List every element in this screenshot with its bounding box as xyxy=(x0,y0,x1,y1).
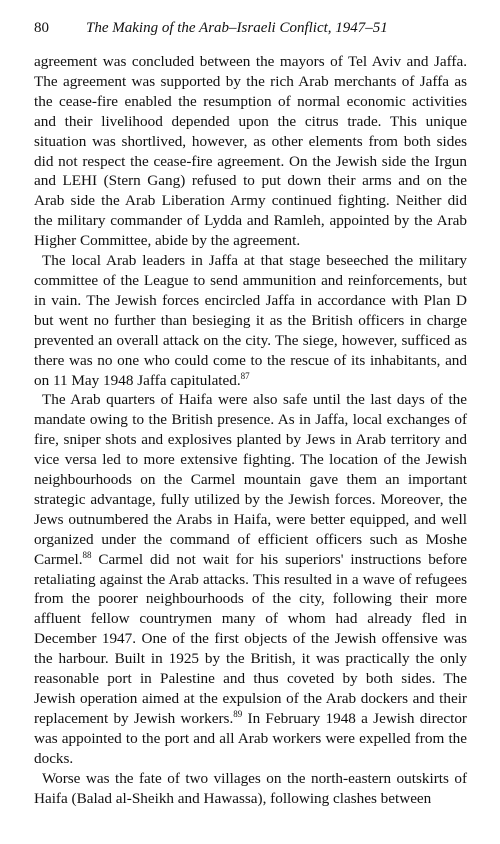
paragraph-1 xyxy=(34,52,467,251)
running-title: The Making of the Arab–Israeli Conflict, 1947–51 xyxy=(86,20,388,36)
paragraph-3 xyxy=(34,390,467,768)
footnote-ref-88: 88 xyxy=(82,549,92,560)
paragraph-4 xyxy=(34,769,467,809)
page-number: 80 xyxy=(34,20,49,36)
body-text xyxy=(34,52,467,808)
paragraph-4-text: Worse was the fate of two villages on the north-eastern outskirts of Haifa (Balad al-Sheikh and Hawassa), following clashes between xyxy=(34,769,467,807)
paragraph-2-text: The local Arab leaders in Jaffa at that stage beseeched the military committee of the League to send ammunition and reinforcements, but in vain. The Jewish forces encircled Jaffa in accordance with Plan D but went no further than besieging it as the British officers in charge prevented an overall attack on the city. The siege, however, sufficed as there was no one who could come to the rescue of its inhabitants, and on 11 May 1948 Jaffa capitulated. xyxy=(34,252,467,389)
paragraph-3-text-b: Carmel did not wait for his superiors' instructions before retaliating against the Arab attacks. This resulted in a wave of refugees from the poorer neighbourhoods of the city, following their more affluent fellow countrymen many of whom had already fled in December 1947. One of the first objects of the Jewish offensive was the harbour. Built in 1925 by the British, it was practically the only reasonable port in Palestine and thus coveted by both sides. The Jewish operation aimed at the expulsion of the Arab dockers and their replacement by Jewish workers. xyxy=(34,550,467,727)
footnote-ref-87: 87 xyxy=(240,370,250,381)
paragraph-2 xyxy=(34,251,467,390)
paragraph-3-text-c: In February 1948 a Jewish director was appointed to the port and all Arab workers were expelled from the docks. xyxy=(34,709,467,767)
page-header xyxy=(34,20,467,46)
footnote-ref-89: 89 xyxy=(233,708,243,719)
paragraph-3-text-a: The Arab quarters of Haifa were also safe until the last days of the mandate owing to the British presence. As in Jaffa, local exchanges of fire, sniper shots and explosives planted by Jews in Arab territory and vice versa led to more extensive fighting. The location of the Jewish neighbourhoods on the Carmel mountain gave them an important strategic advantage, fully utilized by the Jewish forces. Moreover, the Jews outnumbered the Arabs in Haifa, were better equipped, and well organized under the command of efficient officers such as Moshe Carmel. xyxy=(34,391,467,568)
paragraph-1-text: agreement was concluded between the mayors of Tel Aviv and Jaffa. The agreement was supported by the rich Arab merchants of Jaffa as the cease-fire enabled the resumption of normal economic activities and their livelihood depended upon the citrus trade. This unique situation was shortlived, however, as other elements from both sides did not respect the cease-fire agreement. On the Jewish side the Irgun and LEHI (Stern Gang) refused to put down their arms and on the Arab side the Arab Liberation Army continued fighting. Neither did the military commander of Lydda and Ramleh, appointed by the Arab Higher Committee, abide by the agreement. xyxy=(34,53,467,250)
